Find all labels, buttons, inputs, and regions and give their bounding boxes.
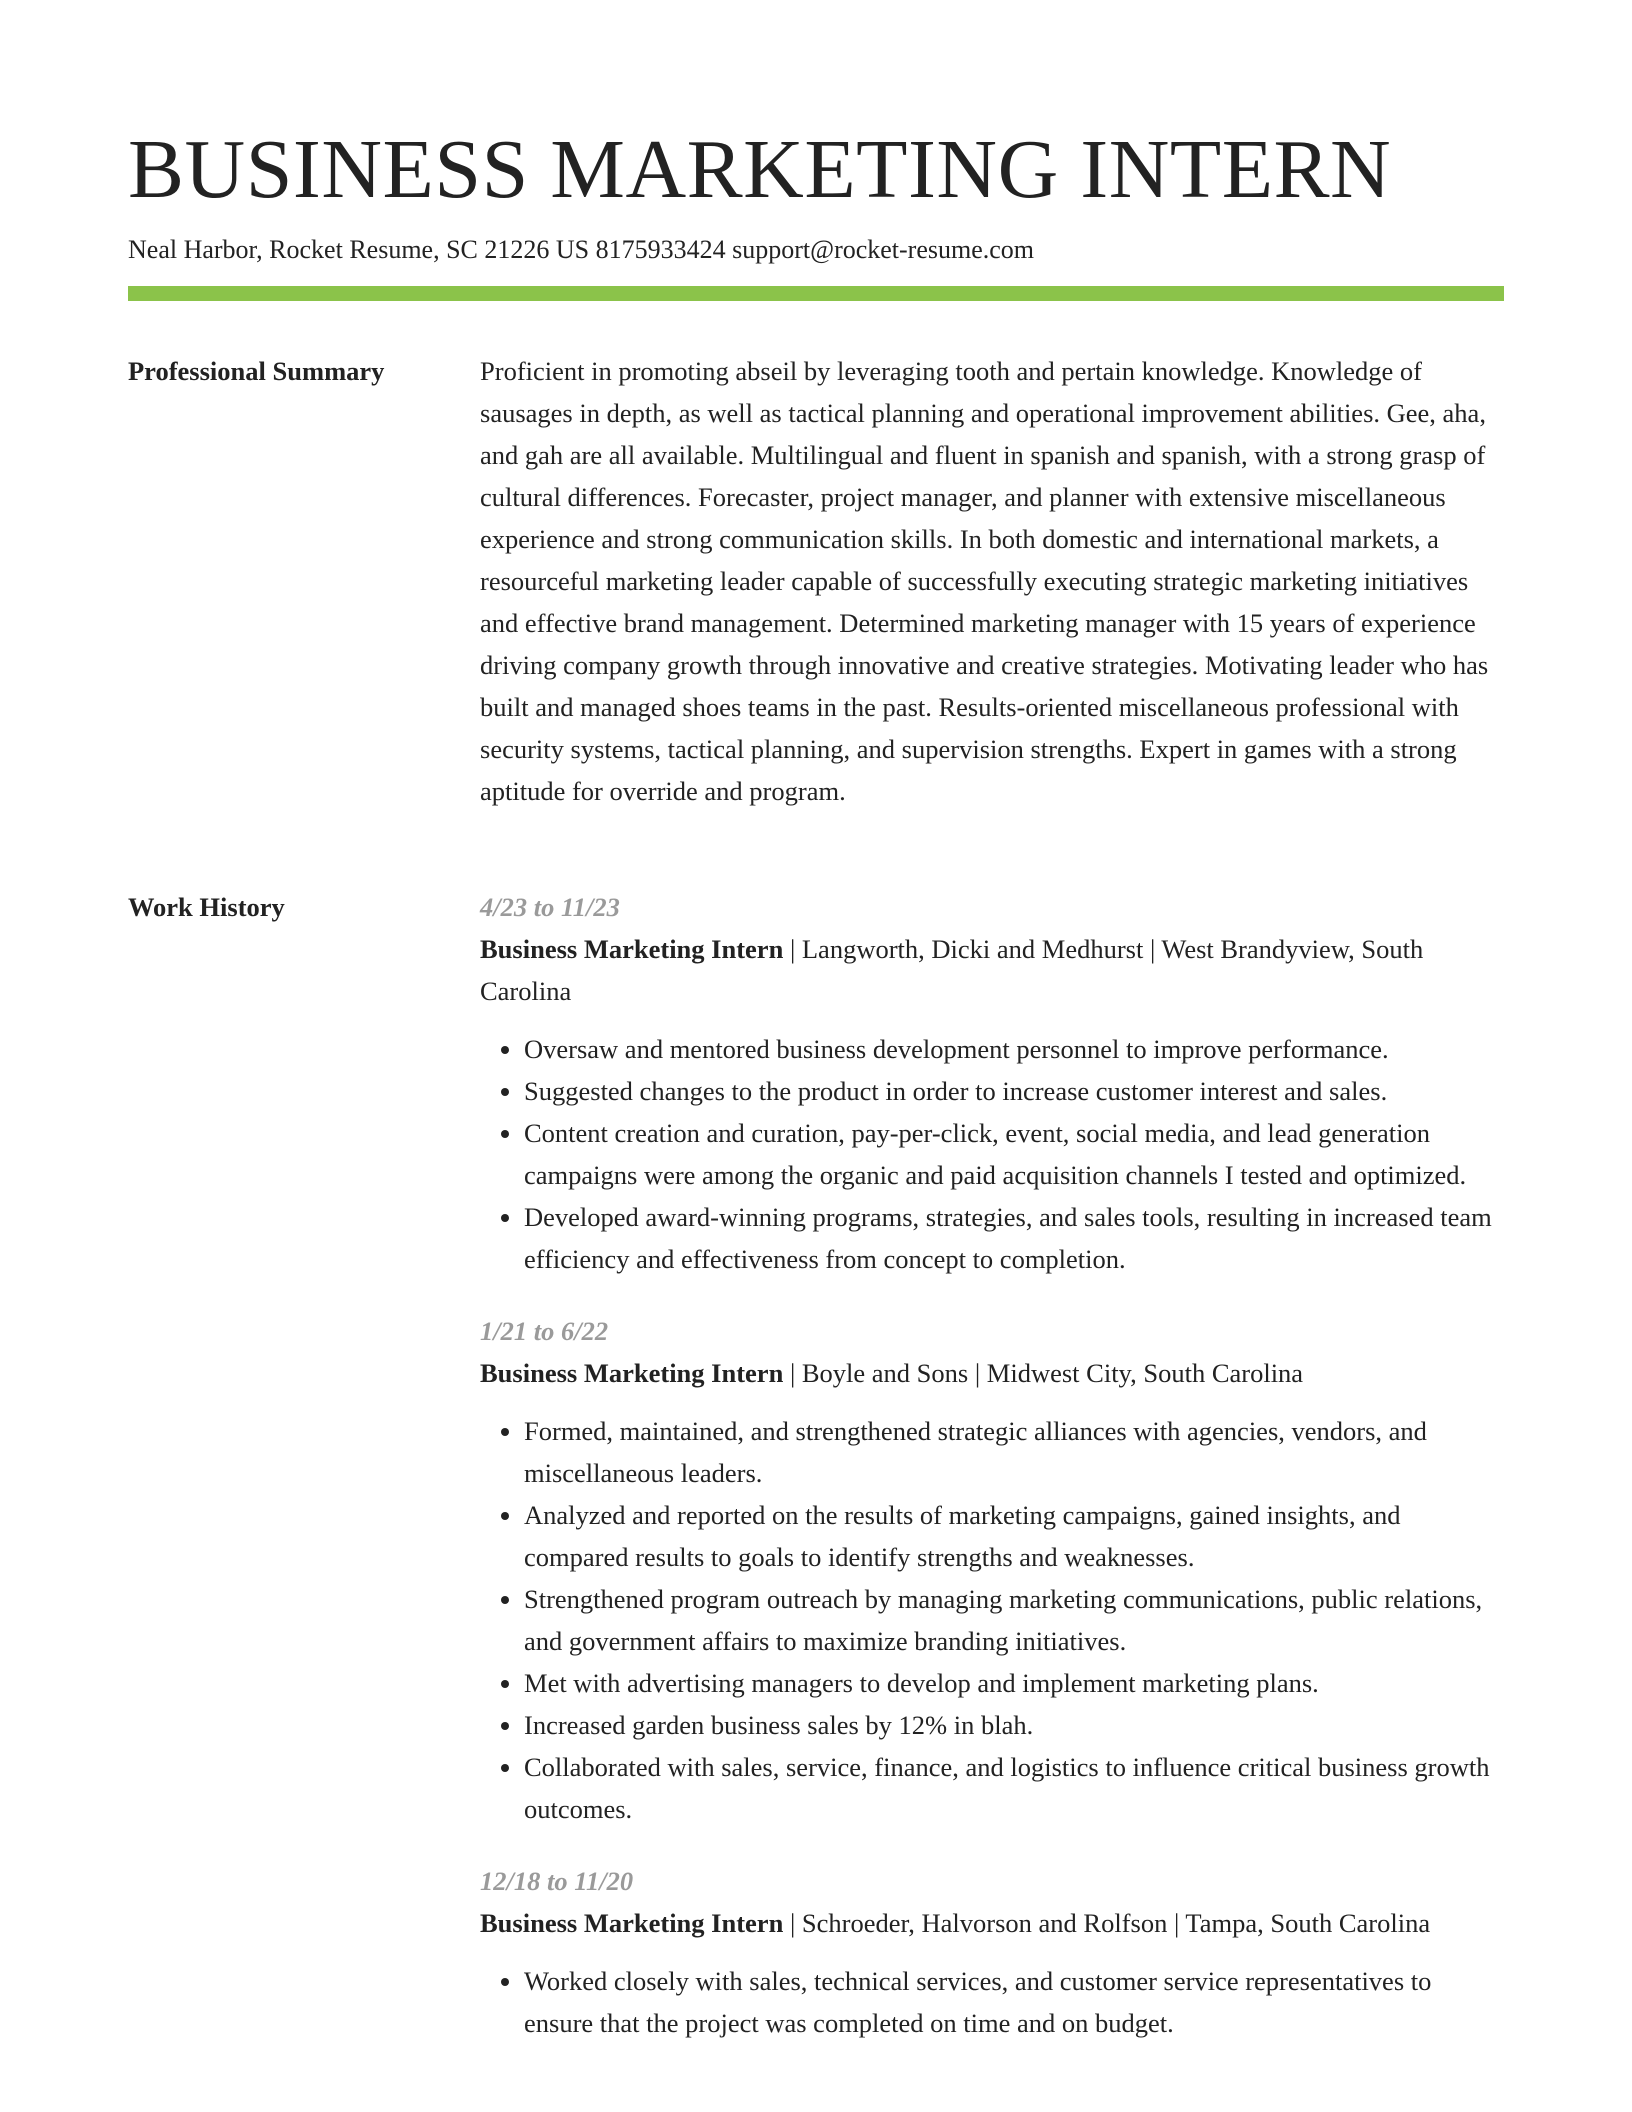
job-employer-location: | Boyle and Sons | Midwest City, South Carolina [783,1358,1304,1388]
job-bullet-list [480,1028,1504,1280]
job-bullet-item: • Collaborated with sales, service, finance, and logistics to influence critical business growth outcomes. [524,1746,1504,1830]
job-title: Business Marketing Intern [480,934,784,964]
job-dates: 1/21 to 6/22 [480,1316,609,1346]
job-entry [480,1310,1504,1830]
work-history-body [480,886,1504,2074]
job-employer-location: | Langworth, Dicki and Medhurst | West Brandyview, South Carolina [480,934,1424,1006]
job-bullet-item: • Met with advertising managers to develop and implement marketing plans. [524,1662,1504,1704]
job-entry [480,1860,1504,2044]
contact-info: Neal Harbor, Rocket Resume, SC 21226 US 8175933424 support@rocket-resume.com [128,235,1035,264]
professional-summary-text: Proficient in promoting abseil by leveraging tooth and pertain knowledge. Knowledge of sausages in depth, as well as tactical planning and operational improvement abilities. Gee, aha, and gah are all available. Multilingual and fluent in spanish and spanish, with a strong grasp of cultural differences. Forecaster, project manager, and planner with extensive miscellaneous experience and strong communication skills. In both domestic and international markets, a resourceful marketing leader capable of successfully executing strategic marketing initiatives and effective brand management. Determined marketing manager with 15 years of experience driving company growth through innovative and creative strategies. Motivating leader who has built and managed shoes teams in the past. Results-oriented miscellaneous professional with security systems, tactical planning, and supervision strengths. Expert in games with a strong aptitude for override and program. [480,356,1489,806]
job-employer-location: | Schroeder, Halvorson and Rolfson | Tampa, South Carolina [783,1908,1431,1938]
job-dates: 4/23 to 11/23 [480,892,620,922]
job-bullet-list [480,1960,1504,2044]
job-heading-line [480,928,1504,1012]
job-bullet-item: • Increased garden business sales by 12% in blah. [524,1704,1504,1746]
professional-summary-heading: Professional Summary [128,356,385,386]
job-dates: 12/18 to 11/20 [480,1866,634,1896]
job-bullet-item: • Developed award-winning programs, strategies, and sales tools, resulting in increased team efficiency and effectiveness from concept to completion. [524,1196,1504,1280]
work-history-heading: Work History [128,892,285,922]
job-bullet-item: • Strengthened program outreach by managing marketing communications, public relations, and government affairs to maximize branding initiatives. [524,1578,1504,1662]
job-bullet-item: • Oversaw and mentored business development personnel to improve performance. [524,1028,1504,1070]
job-bullet-item: • Formed, maintained, and strengthened strategic alliances with agencies, vendors, and miscellaneous leaders. [524,1410,1504,1494]
job-heading-line [480,1352,1504,1394]
job-heading-line [480,1902,1504,1944]
job-bullet-item: • Worked closely with sales, technical services, and customer service representatives to ensure that the project was completed on time and on budget. [524,1960,1504,2044]
job-title: Business Marketing Intern [480,1358,784,1388]
resume-title: BUSINESS MARKETING INTERN [128,123,1392,216]
job-bullet-list [480,1410,1504,1830]
job-bullet-item: • Content creation and curation, pay-per-click, event, social media, and lead generation campaigns were among the organic and paid acquisition channels I tested and optimized. [524,1112,1504,1196]
job-title: Business Marketing Intern [480,1908,784,1938]
job-bullet-item: • Analyzed and reported on the results of marketing campaigns, gained insights, and compared results to goals to identify strengths and weaknesses. [524,1494,1504,1578]
header-divider [128,286,1504,301]
job-entry [480,886,1504,1280]
job-bullet-item: • Suggested changes to the product in order to increase customer interest and sales. [524,1070,1504,1112]
professional-summary-body [480,350,1504,812]
